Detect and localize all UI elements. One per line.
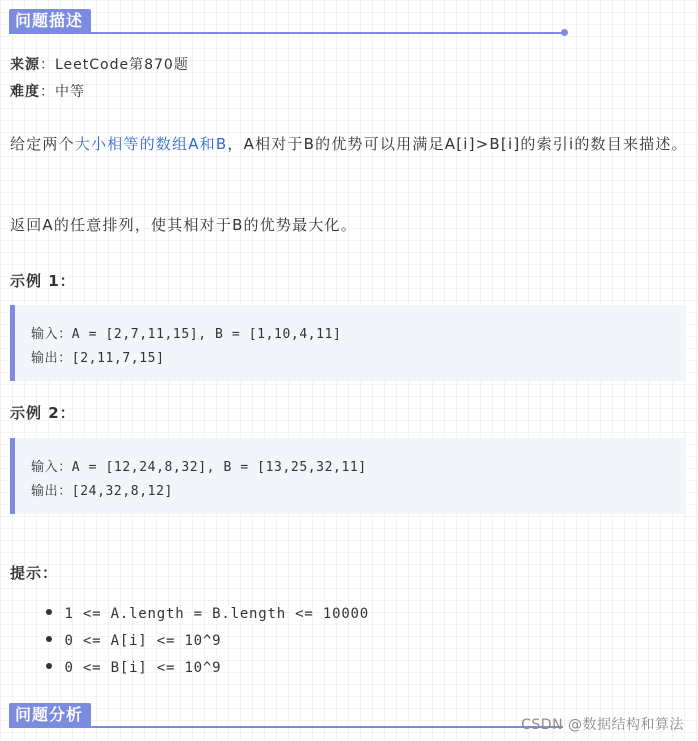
section-header-problem-analysis bbox=[9, 703, 569, 729]
source-separator: ： bbox=[40, 57, 55, 73]
example-2-code-block bbox=[10, 438, 686, 514]
description-text-after: ，A相对于B的优势可以用满足A[i]>B[i]的索引i的数目来描述。 bbox=[227, 135, 688, 153]
difficulty-separator: ： bbox=[40, 84, 55, 100]
example-1-title: 示例 1： bbox=[10, 272, 76, 290]
section-title: 问题描述 bbox=[9, 9, 91, 33]
bullet-icon bbox=[46, 636, 52, 642]
bullet-icon bbox=[46, 609, 52, 615]
header-underline bbox=[9, 726, 563, 728]
difficulty-label: 难度 bbox=[10, 84, 40, 100]
example-2-input: 输入：A = [12,24,8,32], B = [13,25,32,11] bbox=[31, 460, 367, 475]
description-paragraph-2: 返回A的任意排列，使其相对于B的优势最大化。 bbox=[10, 216, 357, 234]
example-2-title: 示例 2： bbox=[10, 404, 76, 422]
tip-text: 1 <= A.length = B.length <= 10000 bbox=[64, 606, 370, 622]
tip-text: 0 <= B[i] <= 10^9 bbox=[64, 660, 222, 676]
section-header-problem-description bbox=[9, 9, 569, 35]
description-link[interactable]: 大小相等的数组A和B bbox=[74, 135, 228, 153]
tips-title: 提示： bbox=[10, 564, 59, 582]
example-1-output: 输出：[2,11,7,15] bbox=[31, 351, 165, 366]
bullet-icon bbox=[46, 663, 52, 669]
tip-item bbox=[28, 644, 221, 676]
source-line bbox=[10, 54, 189, 74]
description-paragraph-1 bbox=[10, 130, 690, 159]
difficulty-value: 中等 bbox=[55, 84, 85, 100]
difficulty-line bbox=[10, 81, 85, 101]
csdn-watermark: CSDN @数据结构和算法 bbox=[521, 717, 684, 733]
example-1-code-block bbox=[10, 305, 686, 381]
description-text-before: 给定两个 bbox=[10, 135, 75, 153]
example-2-output: 输出：[24,32,8,12] bbox=[31, 484, 173, 499]
source-label: 来源 bbox=[10, 57, 40, 73]
source-value: LeetCode第870题 bbox=[55, 57, 189, 73]
tip-text: 0 <= A[i] <= 10^9 bbox=[64, 633, 222, 649]
example-1-input: 输入：A = [2,7,11,15], B = [1,10,4,11] bbox=[31, 327, 342, 342]
section-title: 问题分析 bbox=[9, 703, 91, 727]
header-underline-dot bbox=[561, 29, 568, 36]
header-underline bbox=[9, 32, 563, 34]
